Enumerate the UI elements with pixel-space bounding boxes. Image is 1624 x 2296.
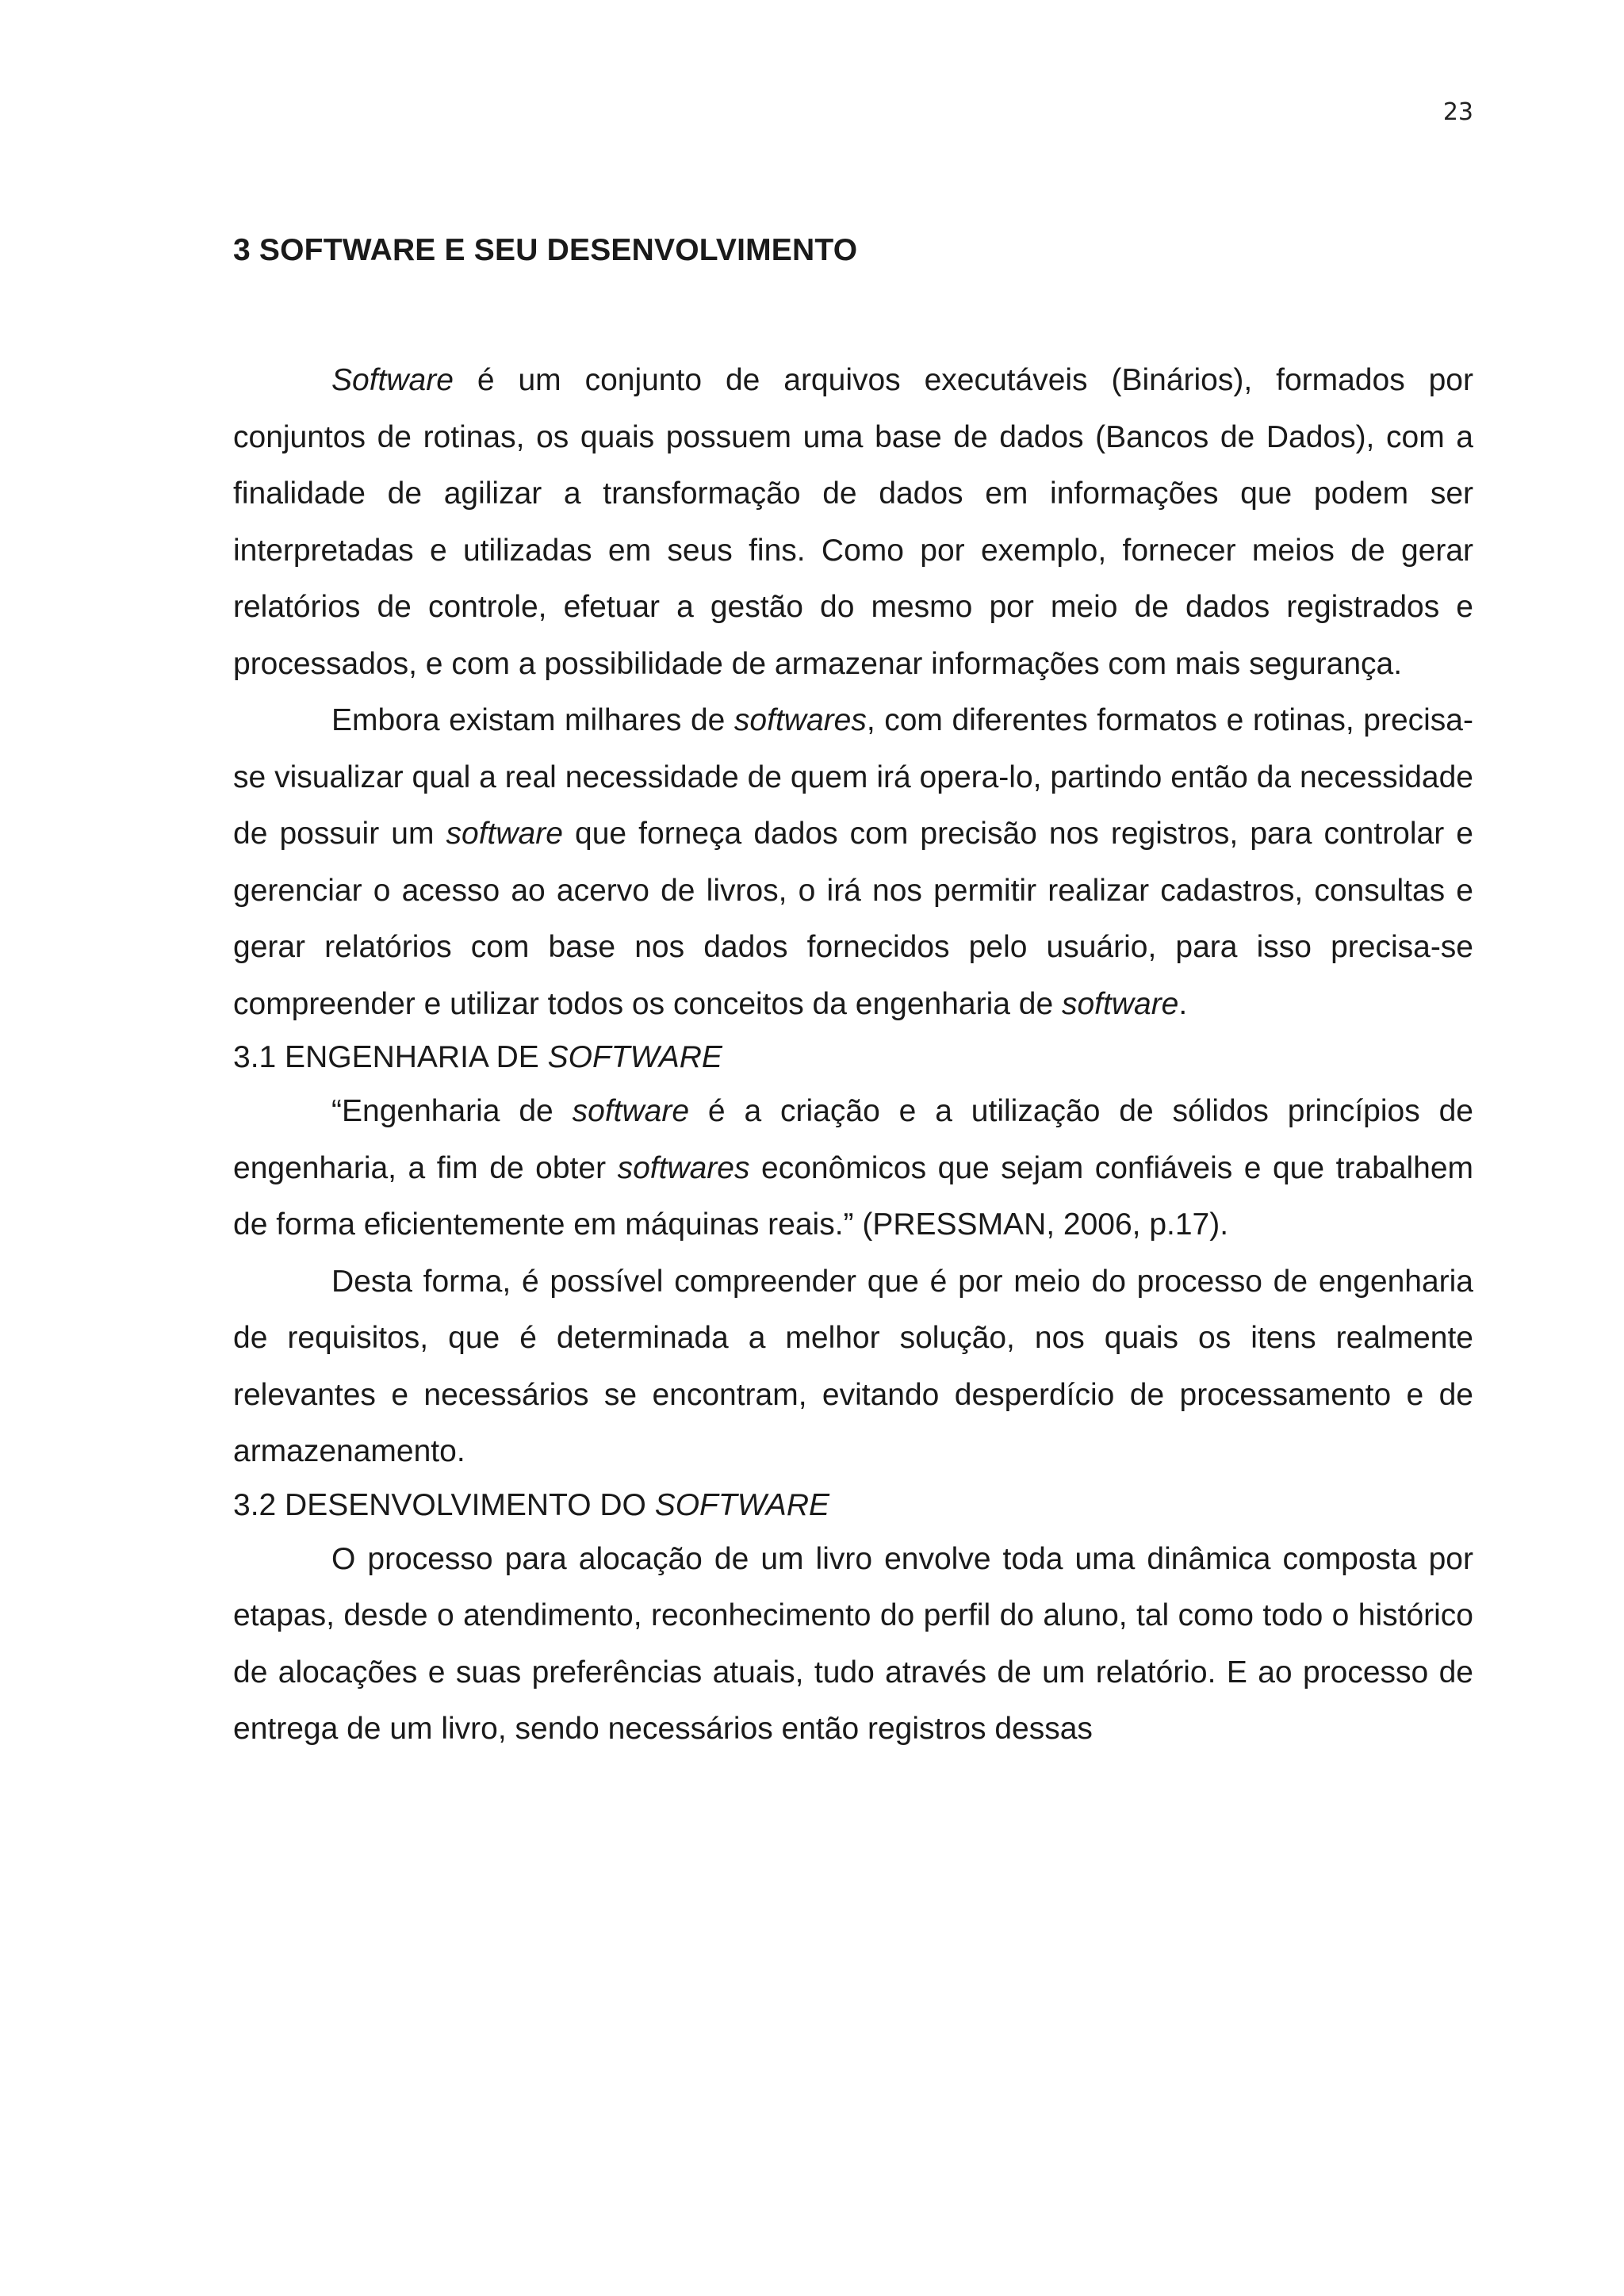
paragraph-text: , com diferentes formatos e rotinas, precisa-se visualizar qual a real necessidade de quem irá opera-lo, partindo então da necessidade de possuir um [233, 703, 1473, 851]
page-content [233, 225, 1473, 1758]
paragraph-text: econômicos que sejam confiáveis e que trabalhem de forma eficientemente em máquinas reais.” (PRESSMAN, 2006, p.17). [233, 1150, 1473, 1242]
page-number: 23 [1442, 98, 1473, 126]
section-heading-text: 3.1 ENGENHARIA DE [233, 1040, 548, 1074]
paragraph-book-allocation [233, 1531, 1473, 1758]
italic-term: software [572, 1094, 690, 1128]
italic-term: Software [331, 363, 454, 397]
paragraph-software-definition [233, 352, 1473, 692]
italic-term: software [446, 817, 563, 851]
italic-term: software [1061, 986, 1179, 1021]
paragraph-text: Embora existam milhares de [331, 703, 734, 737]
paragraph-text: “Engenharia de [331, 1094, 573, 1128]
section-heading-italic: SOFTWARE [654, 1487, 829, 1522]
section-heading-italic: SOFTWARE [547, 1040, 722, 1074]
italic-term: softwares [617, 1150, 750, 1185]
section-heading-3-2 [233, 1480, 1473, 1531]
paragraph-text: . [1178, 986, 1188, 1021]
italic-term: softwares [733, 703, 867, 737]
section-heading-3-1 [233, 1032, 1473, 1083]
paragraph-pressman-quote [233, 1083, 1473, 1253]
paragraph-text: é um conjunto de arquivos executáveis (Binários), formados por conjuntos de rotinas, os quais possuem uma base de dados (Bancos de Dados), com a finalidade de agilizar a transformação de dados em informações que podem ser interpretadas e utilizadas em seus fins. Como por exemplo, fornecer meios de gerar relatórios de controle, efetuar a gestão do mesmo por meio de dados registrados e processados, e com a possibilidade de armazenar informações com mais segurança. [233, 363, 1473, 681]
paragraph-requirements-engineering [233, 1253, 1473, 1480]
paragraph-text: é a criação e a utilização de sólidos princípios de engenharia, a fim de obter [233, 1094, 1473, 1185]
chapter-title: 3 SOFTWARE E SEU DESENVOLVIMENTO [233, 233, 858, 267]
paragraph-text: que forneça dados com precisão nos registros, para controlar e gerenciar o acesso ao acervo de livros, o irá nos permitir realizar cadastros, consultas e gerar relatórios com base nos dados fornecidos pelo usuário, para isso precisa-se compreender e utilizar todos os conceitos da engenharia de [233, 817, 1473, 1021]
paragraph-text: Desta forma, é possível compreender que é por meio do processo de engenharia de requisitos, que é determinada a melhor solução, nos quais os itens realmente relevantes e necessários se encontram, evitando desperdício de processamento e de armazenamento. [233, 1264, 1473, 1468]
section-heading-text: 3.2 DESENVOLVIMENTO DO [233, 1487, 655, 1522]
paragraph-text: O processo para alocação de um livro envolve toda uma dinâmica composta por etapas, desde o atendimento, reconhecimento do perfil do aluno, tal como todo o histórico de alocações e suas preferências atuais, tudo através de um relatório. E ao processo de entrega de um livro, sendo necessários então registros dessas [233, 1541, 1473, 1746]
paragraph-software-needs [233, 692, 1473, 1032]
